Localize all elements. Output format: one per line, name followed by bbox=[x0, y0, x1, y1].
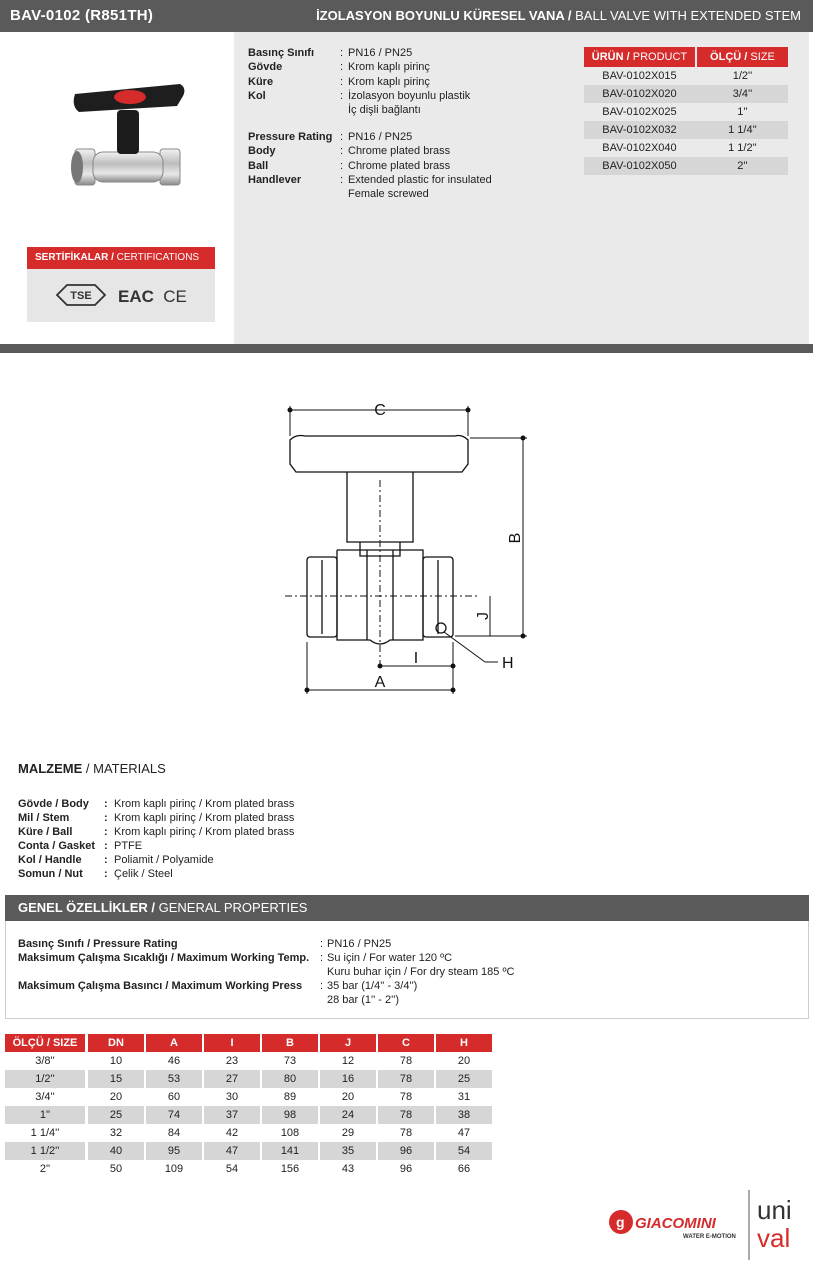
table-cell: 43 bbox=[341, 1163, 355, 1175]
table-cell: 66 bbox=[457, 1163, 471, 1175]
table-cell: 3/4'' bbox=[35, 1091, 55, 1103]
table-cell: 1/2'' bbox=[5, 1070, 85, 1088]
table-cell: 20 bbox=[109, 1091, 123, 1103]
table-cell: 3/8'' bbox=[35, 1055, 55, 1067]
product-image-panel bbox=[5, 32, 230, 344]
spec-value: PN16 / PN25 bbox=[348, 47, 413, 59]
unival-logo bbox=[757, 1195, 792, 1253]
product-title: İZOLASYON BOYUNLU KÜRESEL VANA / BALL VALVE WITH EXTENDED STEM bbox=[316, 8, 801, 23]
dim-label-b: B bbox=[507, 532, 524, 544]
dim-label-j: J bbox=[475, 612, 492, 620]
table-cell: 1'' bbox=[5, 1106, 85, 1124]
spec-label: Pressure Rating bbox=[248, 131, 333, 143]
certification-marks bbox=[27, 269, 215, 322]
spec-value: Chrome plated brass bbox=[348, 159, 451, 172]
table-cell: 47 bbox=[204, 1142, 260, 1160]
ce-mark: CE bbox=[163, 287, 187, 306]
table-cell: 23 bbox=[225, 1055, 239, 1067]
table-cell: 47 bbox=[457, 1127, 471, 1139]
dim-label-a: A bbox=[374, 674, 386, 691]
spec-value: İç dişli bağlantı bbox=[348, 104, 421, 117]
spec-value: Krom kaplı pirinç bbox=[348, 75, 430, 88]
brand-logos bbox=[603, 1185, 813, 1265]
table-row: BAV-0102X032 1 1/4'' bbox=[584, 121, 788, 139]
svg-text:WATER E-MOTION: WATER E-MOTION bbox=[683, 1234, 736, 1240]
table-cell: 12 bbox=[341, 1055, 355, 1067]
section-divider bbox=[0, 344, 813, 353]
dimensions-table bbox=[5, 1034, 490, 1178]
table-row bbox=[5, 1052, 490, 1070]
table-cell: 2'' bbox=[39, 1163, 51, 1175]
table-cell: 98 bbox=[262, 1106, 318, 1124]
svg-text:g: g bbox=[616, 1214, 625, 1230]
table-cell: 10 bbox=[109, 1055, 123, 1067]
table-cell: 60 bbox=[167, 1091, 181, 1103]
table-cell: 53 bbox=[146, 1070, 202, 1088]
spec-value: Extended plastic for insulated bbox=[348, 173, 492, 186]
certifications-title: SERTİFİKALAR / CERTIFICATIONS bbox=[27, 247, 215, 269]
product-column-header: ÜRÜN / PRODUCT bbox=[584, 47, 695, 67]
table-row bbox=[5, 1070, 490, 1088]
table-cell: 109 bbox=[164, 1163, 184, 1175]
table-cell: 31 bbox=[457, 1091, 471, 1103]
spec-label: Ball bbox=[248, 159, 269, 172]
size-column-header: ÖLÇÜ / SIZE bbox=[697, 47, 788, 67]
table-cell: 42 bbox=[225, 1127, 239, 1139]
table-cell: 78 bbox=[399, 1055, 413, 1067]
table-row bbox=[5, 1160, 490, 1178]
valve-photo bbox=[5, 32, 230, 222]
table-cell: 25 bbox=[436, 1070, 492, 1088]
table-cell: 84 bbox=[167, 1127, 181, 1139]
spec-label: Handlever bbox=[248, 173, 302, 186]
spec-label: Body bbox=[248, 145, 276, 158]
table-row bbox=[5, 1124, 490, 1142]
table-row: BAV-0102X015 1/2'' bbox=[602, 70, 753, 82]
spec-label: Küre bbox=[248, 75, 274, 88]
eac-mark: EAC bbox=[118, 287, 154, 306]
table-cell: 156 bbox=[280, 1163, 300, 1175]
spec-value: Chrome plated brass bbox=[348, 145, 451, 158]
table-cell: 89 bbox=[283, 1091, 297, 1103]
spec-label: Kol bbox=[248, 89, 266, 102]
spec-value: İzolasyon boyunlu plastik bbox=[348, 89, 471, 102]
spec-label: Gövde bbox=[248, 61, 283, 74]
table-cell: 141 bbox=[262, 1142, 318, 1160]
table-row bbox=[5, 1106, 490, 1124]
table-cell: 29 bbox=[341, 1127, 355, 1139]
table-cell: 40 bbox=[88, 1142, 144, 1160]
table-cell: 27 bbox=[204, 1070, 260, 1088]
svg-text:uni: uni bbox=[757, 1195, 792, 1225]
table-cell: 1 1/2'' bbox=[5, 1142, 85, 1160]
table-row: BAV-0102X020 3/4'' bbox=[584, 85, 788, 103]
table-row bbox=[5, 1088, 490, 1106]
spec-value: PN16 / PN25 bbox=[348, 131, 413, 143]
technical-drawing bbox=[0, 360, 813, 740]
certifications-box bbox=[27, 247, 215, 322]
table-cell: 74 bbox=[146, 1106, 202, 1124]
table-cell: 25 bbox=[88, 1106, 144, 1124]
table-cell: 73 bbox=[283, 1055, 297, 1067]
table-cell: 54 bbox=[436, 1142, 492, 1160]
table-cell: 35 bbox=[320, 1142, 376, 1160]
table-cell: 96 bbox=[378, 1142, 434, 1160]
table-cell: 50 bbox=[109, 1163, 123, 1175]
header-bar bbox=[0, 0, 813, 32]
giacomini-logo bbox=[609, 1210, 736, 1240]
product-code: BAV-0102 (R851TH) bbox=[10, 7, 154, 24]
table-cell: 20 bbox=[341, 1091, 355, 1103]
dim-label-i: I bbox=[413, 650, 419, 667]
table-cell: 54 bbox=[225, 1163, 239, 1175]
table-cell: 30 bbox=[225, 1091, 239, 1103]
table-row: BAV-0102X040 1 1/2'' bbox=[602, 142, 757, 154]
table-cell: 78 bbox=[399, 1091, 413, 1103]
spec-value: Krom kaplı pirinç bbox=[348, 61, 430, 74]
tse-mark bbox=[57, 285, 105, 305]
table-cell: 80 bbox=[262, 1070, 318, 1088]
table-cell: 24 bbox=[320, 1106, 376, 1124]
materials-list: Gövde / Body : Krom kaplı pirinç / Krom plated brass Mil / Stem : Krom kaplı pirinç / Krom plated brass Küre / Ball : Krom kaplı pirinç / Krom plated brass Conta / Gasket : PTFE Kol / Handle : Poliamit / Polyamide Somun / Nut : Çelik / Steel bbox=[18, 798, 295, 880]
general-properties-title: GENEL ÖZELLİKLER / GENERAL PROPERTIES bbox=[5, 895, 809, 921]
dim-label-h: H bbox=[502, 655, 514, 672]
svg-text:GIACOMINI: GIACOMINI bbox=[635, 1215, 716, 1232]
table-cell: 95 bbox=[146, 1142, 202, 1160]
table-cell: 37 bbox=[204, 1106, 260, 1124]
table-cell: 20 bbox=[457, 1055, 471, 1067]
table-row: BAV-0102X050 2'' bbox=[584, 157, 788, 175]
dim-label-c: C bbox=[374, 402, 386, 419]
tse-mark-label: TSE bbox=[70, 290, 92, 302]
table-cell: 16 bbox=[320, 1070, 376, 1088]
table-cell: 32 bbox=[109, 1127, 123, 1139]
table-cell: 108 bbox=[280, 1127, 300, 1139]
spec-panel: Basınç Sınıfı : PN16 / PN25 Gövde : Krom kaplı pirinç Küre : Krom kaplı pirinç Kol : İzolasyon boyunlu plastik İç dişli bağlantı Pressure Rating : PN16 / PN25 Body : Chrome plated brass Ball : Chrome plated brass Handlever : Extended plastic for insulated Female screwed ÜRÜN / PRODUCT ÖLÇÜ / SIZE BAV-0102X015 1/2'' BAV-0102X020 3/4'' BAV-0102X025 1'' BAV-0102X032 1 1/4'' BAV-0102X040 1 1/2'' BAV-0102X050 2'' bbox=[234, 32, 809, 344]
table-cell: 78 bbox=[378, 1106, 434, 1124]
table-cell: 78 bbox=[399, 1127, 413, 1139]
product-size-table bbox=[584, 47, 788, 175]
table-header-row: ÖLÇÜ / SIZE DN A I B J C H bbox=[5, 1034, 490, 1052]
table-row: BAV-0102X025 1'' bbox=[602, 106, 748, 118]
table-cell: 1 1/4'' bbox=[30, 1127, 60, 1139]
materials-title: MALZEME / MATERIALS bbox=[18, 761, 166, 776]
table-row bbox=[5, 1142, 490, 1160]
table-cell: 78 bbox=[378, 1070, 434, 1088]
table-cell: 46 bbox=[167, 1055, 181, 1067]
table-cell: 96 bbox=[399, 1163, 413, 1175]
general-properties-list: Basınç Sınıfı / Pressure Rating : PN16 / PN25 Maksimum Çalışma Sıcaklığı / Maximum Working Temp. : Su için / For water 120 ºC Kuru buhar için / For dry steam 185 ºC Maksimum Çalışma Basıncı / Maximum Working Press : 35 bar (1/4'' - 3/4'') 28 bar (1'' - 2'') bbox=[18, 938, 515, 1006]
svg-text:val: val bbox=[757, 1223, 791, 1253]
table-cell: 38 bbox=[436, 1106, 492, 1124]
spec-label: Basınç Sınıfı bbox=[248, 47, 315, 59]
table-cell: 15 bbox=[88, 1070, 144, 1088]
spec-value: Female screwed bbox=[348, 188, 429, 201]
